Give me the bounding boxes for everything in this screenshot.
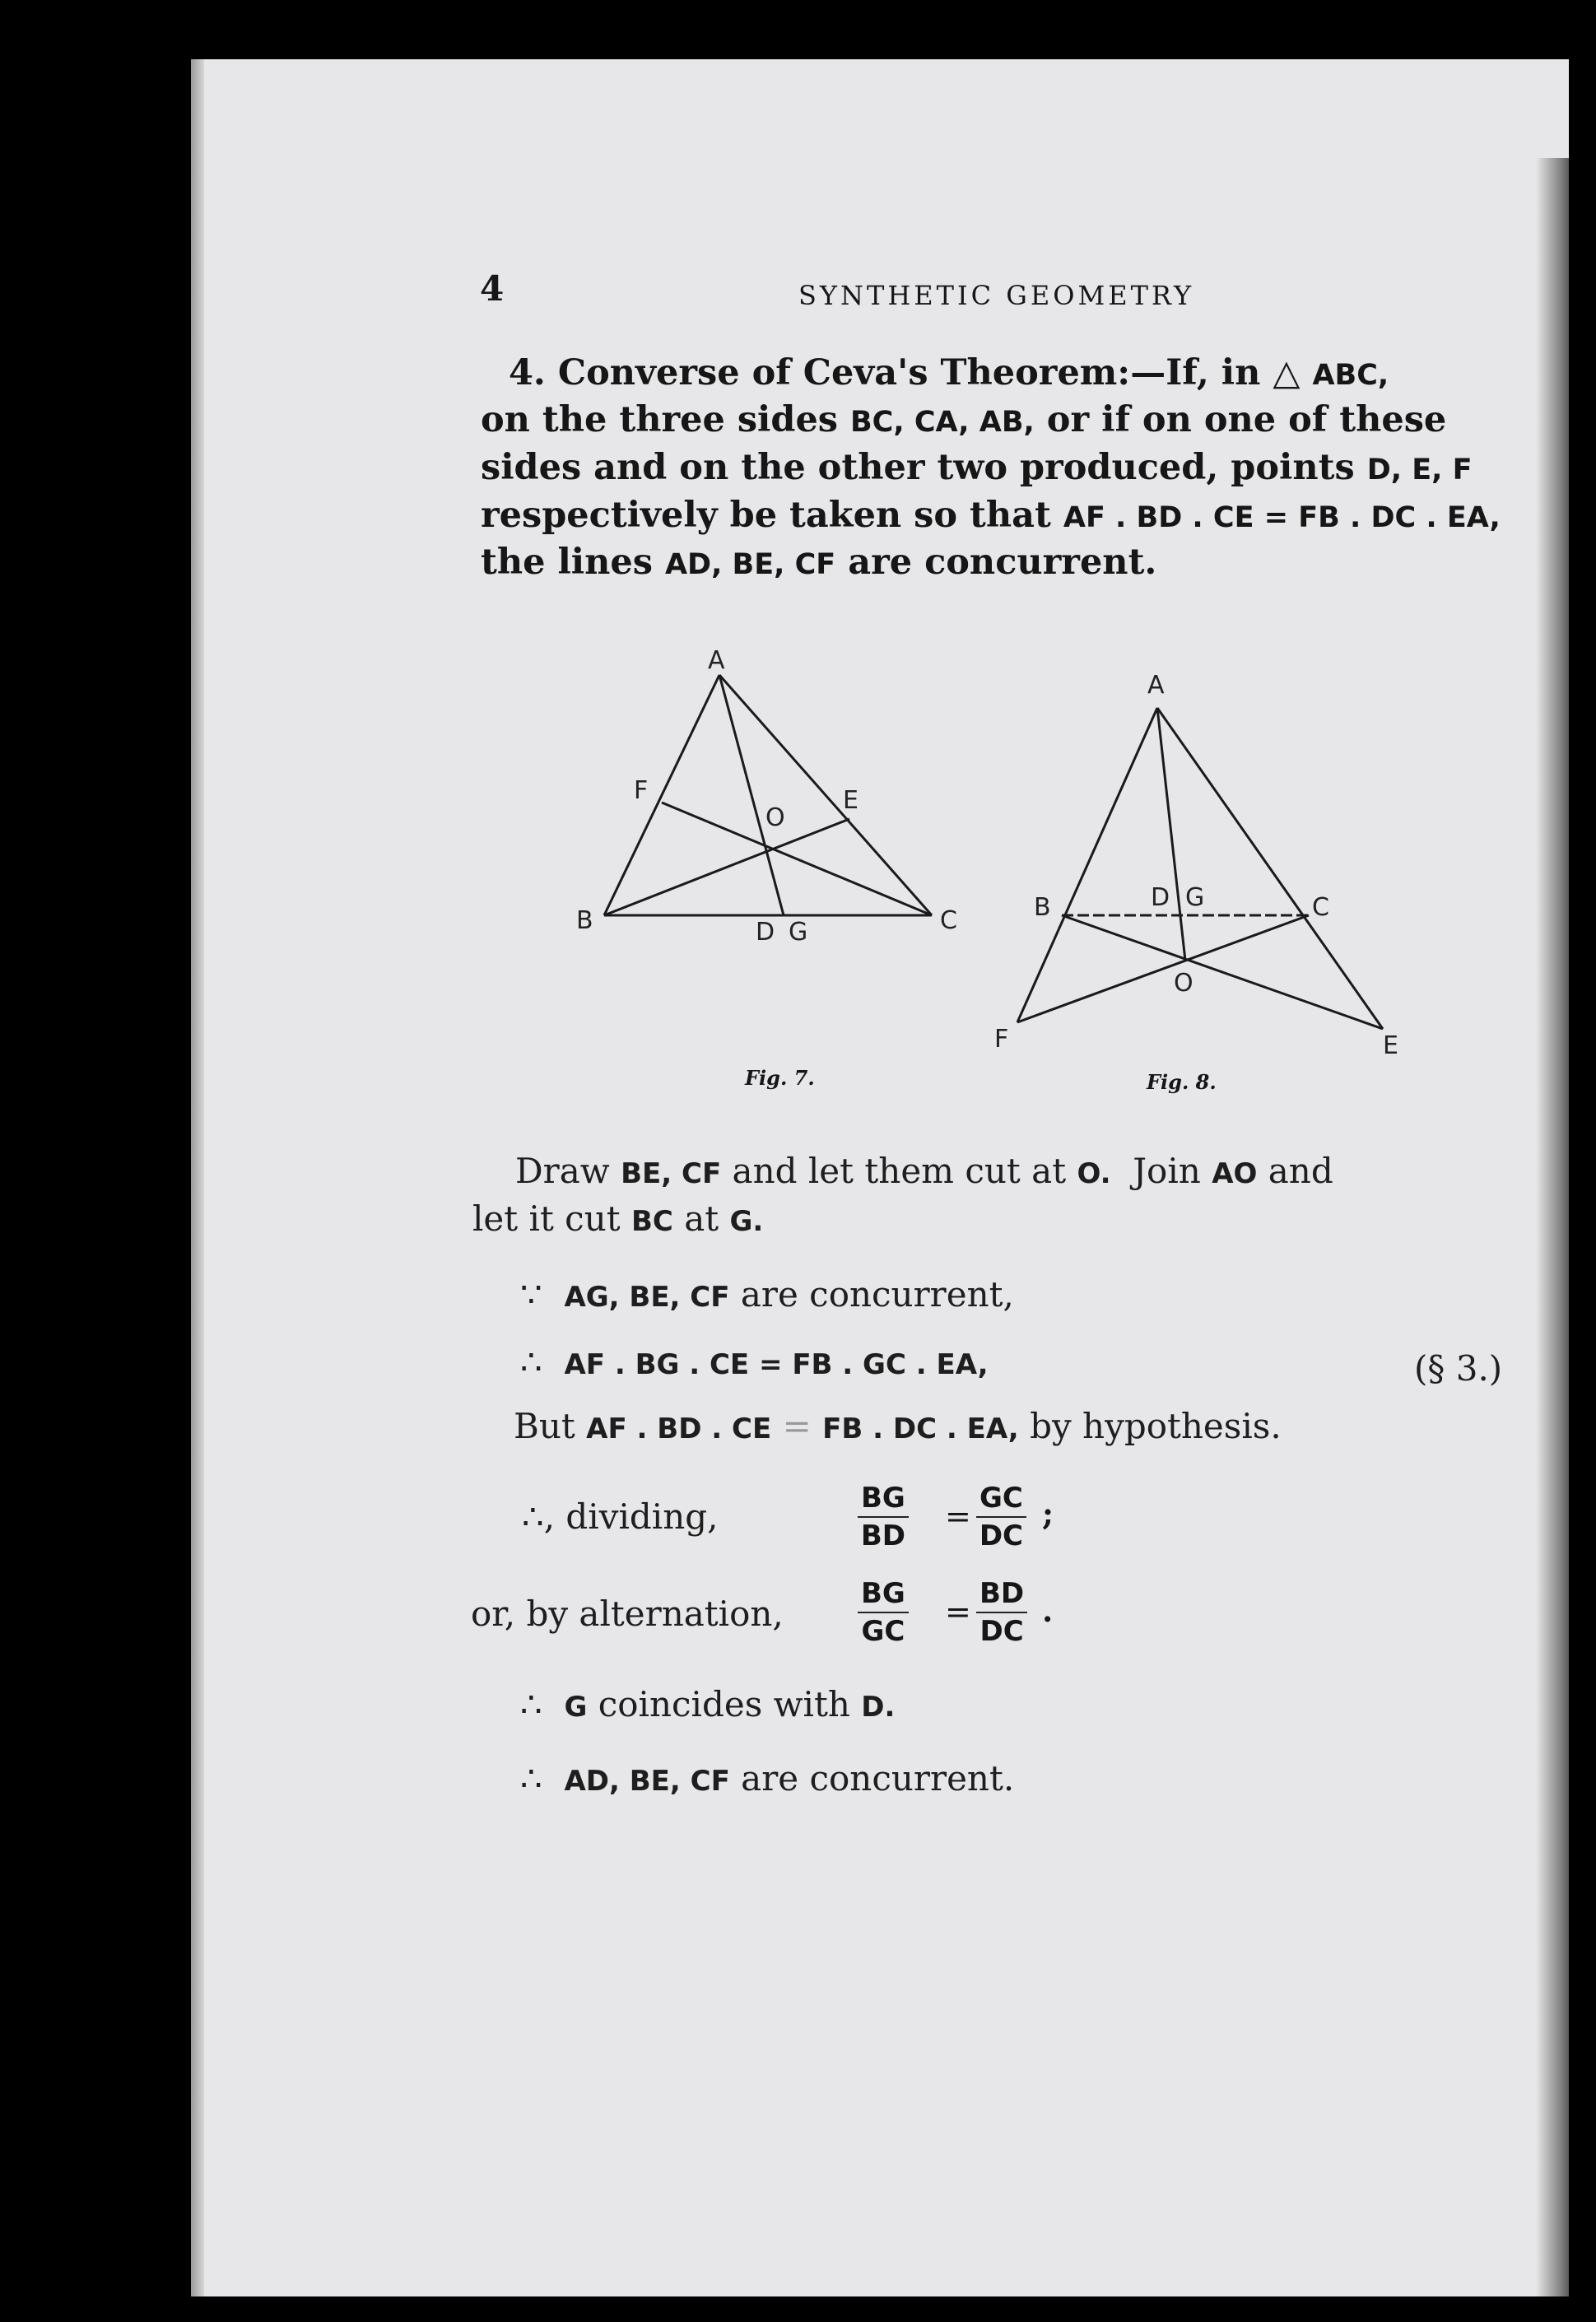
proof-text: Join: [1133, 1151, 1201, 1191]
proof-line: AO: [1212, 1157, 1258, 1190]
proof-step-dividing-label: ∴, dividing,: [522, 1496, 719, 1537]
theorem-text: on the three sides: [481, 399, 839, 440]
fraction-denominator: DC: [979, 1615, 1024, 1648]
fraction-bg-bd: [858, 1482, 909, 1552]
semicolon: ;: [1042, 1495, 1054, 1532]
proof-step-coincides: [520, 1684, 895, 1724]
proof-text: But: [514, 1406, 575, 1446]
fig8-label-e: E: [1383, 1031, 1398, 1060]
proof-point: G: [564, 1691, 588, 1724]
therefore-symbol: ∴: [520, 1758, 542, 1799]
proof-point: G.: [729, 1205, 764, 1238]
proof-lines: BE, CF: [621, 1157, 722, 1190]
figure-7: [604, 675, 932, 915]
proof-line-2: [472, 1198, 763, 1239]
theorem-points: D, E, F: [1366, 454, 1473, 486]
proof-point: D.: [861, 1691, 896, 1724]
theorem-text: respectively be taken so that: [481, 495, 1051, 536]
because-symbol: ∵: [520, 1274, 542, 1315]
proof-step-ceva: [520, 1342, 989, 1382]
proof-point: O.: [1077, 1157, 1111, 1190]
fig8-label-c: C: [1312, 893, 1329, 922]
fig8-cevian-be: [1062, 915, 1383, 1029]
fraction-bg-gc: [858, 1577, 909, 1648]
theorem-text: the lines: [481, 542, 653, 583]
fraction-bd-dc: [976, 1577, 1027, 1648]
proof-text: at: [684, 1198, 719, 1239]
fig7-side-ab: [604, 675, 719, 915]
fig8-label-b: B: [1034, 893, 1051, 922]
fig7-cevian-be: [604, 819, 849, 915]
proof-text: are concurrent.: [741, 1758, 1015, 1799]
fraction-numerator: GC: [976, 1482, 1026, 1518]
running-head: SYNTHETIC GEOMETRY: [798, 280, 1195, 311]
theorem-title: Converse of Ceva's Theorem:: [557, 352, 1131, 393]
fig8-label-f: F: [994, 1025, 1009, 1054]
proof-text: and: [1268, 1151, 1333, 1191]
proof-product: FB . DC . EA,: [822, 1412, 1019, 1445]
section-reference: (§ 3.): [1414, 1348, 1503, 1389]
equals-sign: =: [945, 1594, 971, 1630]
proof-step-hypothesis: [514, 1406, 1282, 1446]
theorem-lines: AD, BE, CF: [664, 548, 836, 581]
proof-side: BC: [631, 1205, 673, 1238]
fraction-numerator: BD: [976, 1577, 1027, 1613]
proof-text: let it cut: [472, 1198, 621, 1239]
fraction-numerator: BG: [858, 1482, 909, 1518]
figure-8-labels: [994, 671, 1398, 1060]
proof-step-alternation-label: or, by alternation,: [471, 1594, 784, 1634]
theorem-text: sides and on the other two produced, points: [481, 447, 1355, 488]
proof-equation: AF . BG . CE = FB . GC . EA,: [564, 1348, 989, 1381]
proof-text: and let them cut at: [732, 1151, 1067, 1191]
fig8-cevian-cf: [1017, 915, 1309, 1022]
fraction-denominator: GC: [861, 1615, 905, 1648]
fig7-cevian-cf: [662, 803, 932, 915]
fig7-caption: Fig. 7.: [745, 1066, 815, 1090]
proof-step-because: [520, 1274, 1014, 1315]
theorem-equation: AF . BD . CE = FB . DC . EA,: [1063, 501, 1501, 534]
page-number: 4: [480, 268, 505, 309]
period: .: [1042, 1592, 1054, 1629]
theorem-sides: BC, CA, AB,: [850, 406, 1035, 439]
equals-sign: =: [945, 1498, 971, 1534]
figure-8: [1017, 708, 1383, 1029]
proof-text: Draw: [515, 1151, 610, 1191]
fig7-label-f: F: [634, 776, 649, 805]
fig7-label-c: C: [940, 906, 957, 935]
theorem-text: are concurrent.: [848, 542, 1157, 583]
fig7-label-b: B: [576, 906, 593, 935]
fig8-label-o: O: [1174, 969, 1194, 998]
theorem-abc: ABC,: [1312, 359, 1389, 392]
proof-lines: AD, BE, CF: [564, 1765, 730, 1798]
proof-text: by hypothesis.: [1030, 1406, 1282, 1446]
theorem-text: —If, in: [1130, 352, 1261, 393]
therefore-symbol: ∴: [520, 1684, 542, 1724]
proof-lines: AG, BE, CF: [564, 1281, 730, 1314]
fig8-cevian-ao: [1157, 708, 1185, 961]
proof-line-1: [515, 1151, 1333, 1191]
fraction-denominator: DC: [979, 1519, 1024, 1552]
fig7-label-o: O: [765, 803, 785, 832]
fig7-label-g: G: [789, 918, 808, 947]
fraction-gc-dc: [976, 1482, 1026, 1552]
fig7-label-a: A: [708, 646, 725, 675]
fig8-side-af: [1017, 708, 1157, 1022]
fraction-numerator: BG: [858, 1577, 909, 1613]
triangle-symbol: △: [1273, 352, 1301, 393]
therefore-symbol: ∴: [520, 1342, 542, 1382]
fig8-label-a: A: [1147, 671, 1165, 700]
equals-sign: =: [782, 1406, 812, 1446]
proof-text: are concurrent,: [740, 1274, 1014, 1315]
fig8-label-g: G: [1185, 883, 1205, 912]
theorem-number: 4.: [509, 352, 546, 393]
fig8-caption: Fig. 8.: [1147, 1070, 1217, 1094]
fig7-label-e: E: [843, 786, 858, 815]
fraction-denominator: BD: [860, 1519, 905, 1552]
fig7-label-d: D: [756, 918, 775, 947]
proof-text: coincides with: [598, 1684, 850, 1724]
proof-conclusion: [520, 1758, 1014, 1799]
theorem-text: or if on one of these: [1046, 399, 1447, 440]
fig8-label-d: D: [1151, 883, 1170, 912]
proof-product: AF . BD . CE: [586, 1412, 772, 1445]
